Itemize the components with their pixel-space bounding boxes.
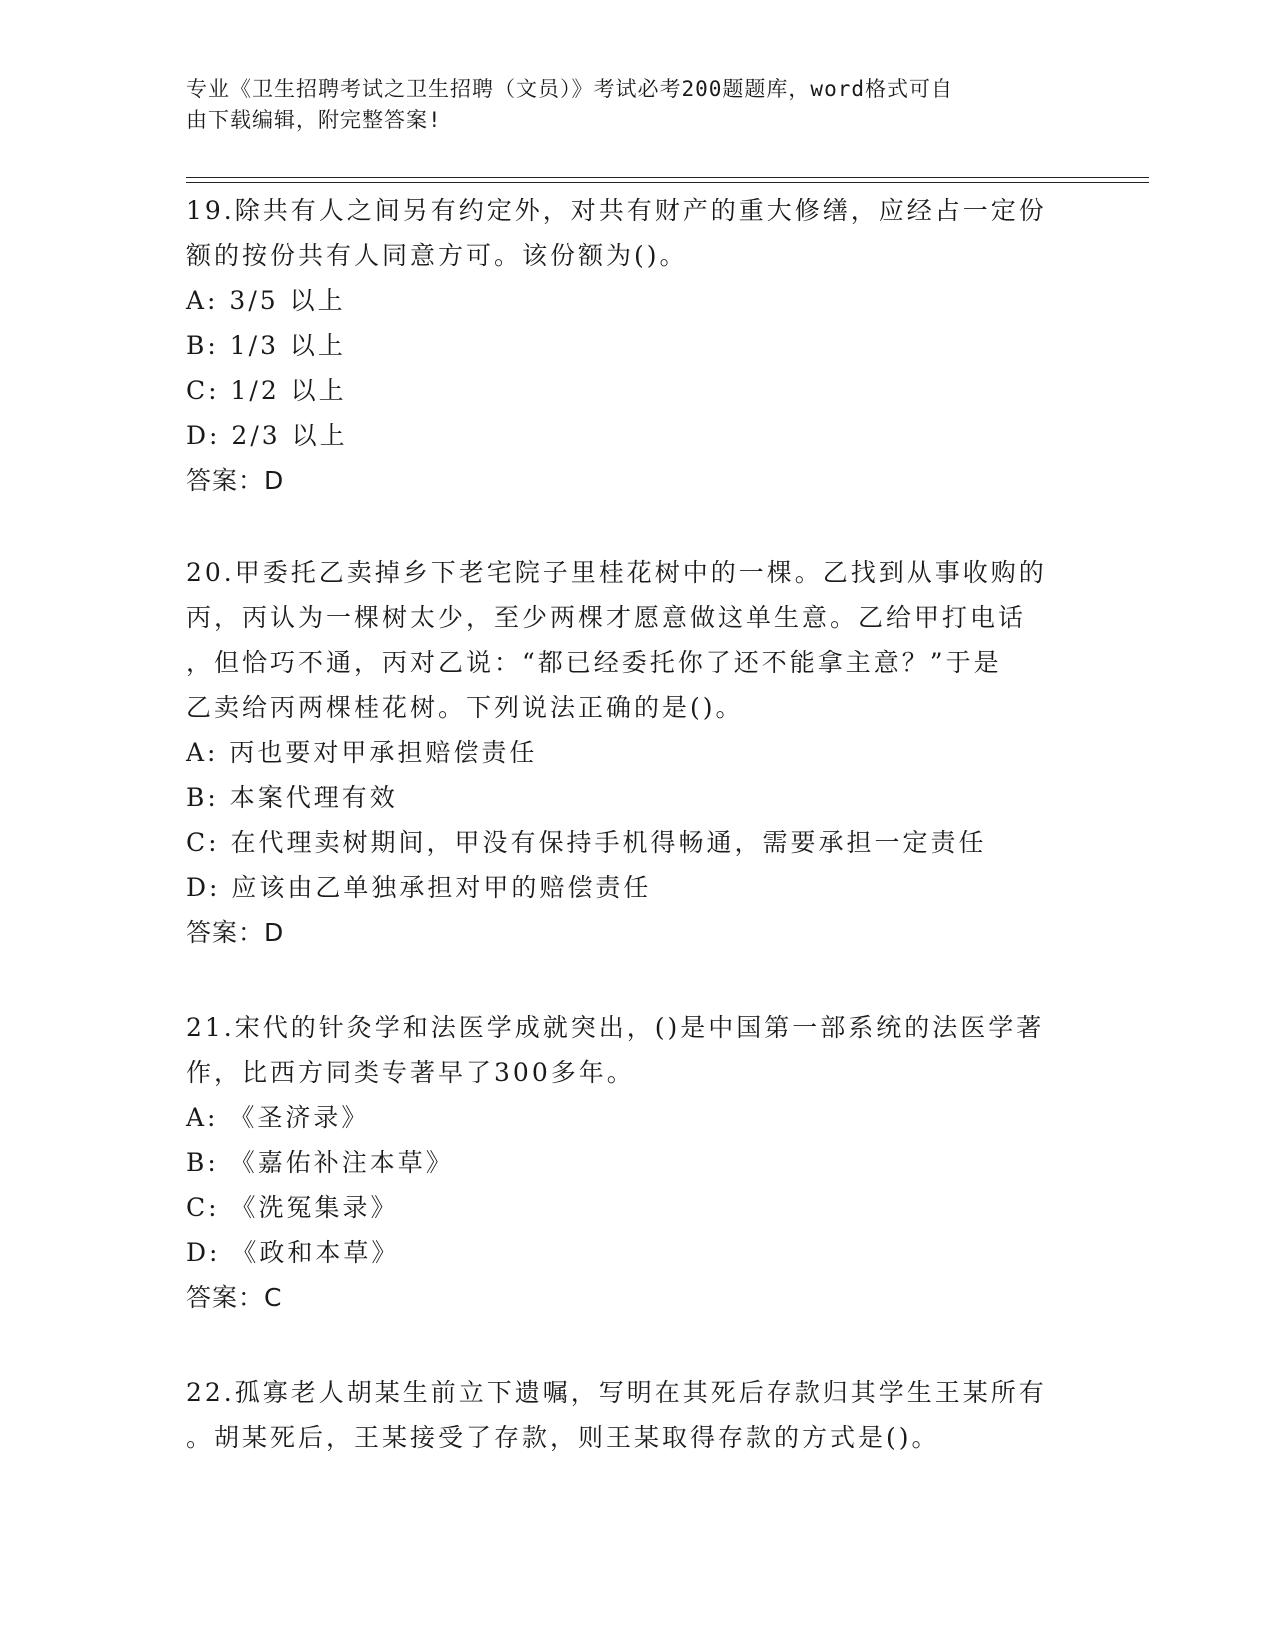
option-a: A: 《圣济录》 <box>186 1103 370 1132</box>
option-c: C: 1/2 以上 <box>186 376 347 405</box>
question-text-line: 乙卖给丙两棵桂花树。下列说法正确的是()。 <box>186 693 744 722</box>
document-header <box>186 74 1066 136</box>
question-text-line: 20.甲委托乙卖掉乡下老宅院子里桂花树中的一棵。乙找到从事收购的 <box>186 558 1047 587</box>
question-block-19 <box>186 188 1086 503</box>
question-block-22 <box>186 1370 1086 1460</box>
option-b: B: 《嘉佑补注本草》 <box>186 1148 454 1177</box>
question-text-line: 丙，丙认为一棵树太少，至少两棵才愿意做这单生意。乙给甲打电话 <box>186 603 1027 632</box>
option-b: B: 1/3 以上 <box>186 331 346 360</box>
option-d: D: 《政和本草》 <box>186 1238 400 1267</box>
answer-label: 答案：C <box>186 1283 283 1312</box>
header-line-1: 专业《卫生招聘考试之卫生招聘（文员）》考试必考200题题库，word格式可自 <box>186 77 953 101</box>
option-b: B: 本案代理有效 <box>186 783 398 812</box>
question-text-line: 21.宋代的针灸学和法医学成就突出，()是中国第一部系统的法医学著 <box>186 1013 1045 1042</box>
option-d: D: 2/3 以上 <box>186 421 348 450</box>
option-a: A: 3/5 以上 <box>186 286 346 315</box>
question-text-line: 22.孤寡老人胡某生前立下遗嘱，写明在其死后存款归其学生王某所有 <box>186 1378 1047 1407</box>
question-text-line: 。胡某死后，王某接受了存款，则王某取得存款的方式是()。 <box>186 1423 940 1452</box>
option-a: A: 丙也要对甲承担赔偿责任 <box>186 738 538 767</box>
option-c: C: 在代理卖树期间，甲没有保持手机得畅通，需要承担一定责任 <box>186 828 987 857</box>
header-line-2: 由下载编辑，附完整答案! <box>186 108 442 132</box>
option-c: C: 《洗冤集录》 <box>186 1193 399 1222</box>
header-rule-top <box>186 177 1149 178</box>
header-rule-bottom <box>186 182 1149 183</box>
question-text-line: 19.除共有人之间另有约定外，对共有财产的重大修缮，应经占一定份 <box>186 196 1047 225</box>
answer-label: 答案：D <box>186 466 285 495</box>
question-text-line: 作，比西方同类专著早了300多年。 <box>186 1058 635 1087</box>
question-text-line: 额的按份共有人同意方可。该份额为()。 <box>186 241 688 270</box>
question-text-line: ，但恰巧不通，丙对乙说：“都已经委托你了还不能拿主意？”于是 <box>186 648 1002 677</box>
question-block-20 <box>186 550 1086 955</box>
answer-label: 答案：D <box>186 918 285 947</box>
option-d: D: 应该由乙单独承担对甲的赔偿责任 <box>186 873 652 902</box>
question-block-21 <box>186 1005 1086 1320</box>
